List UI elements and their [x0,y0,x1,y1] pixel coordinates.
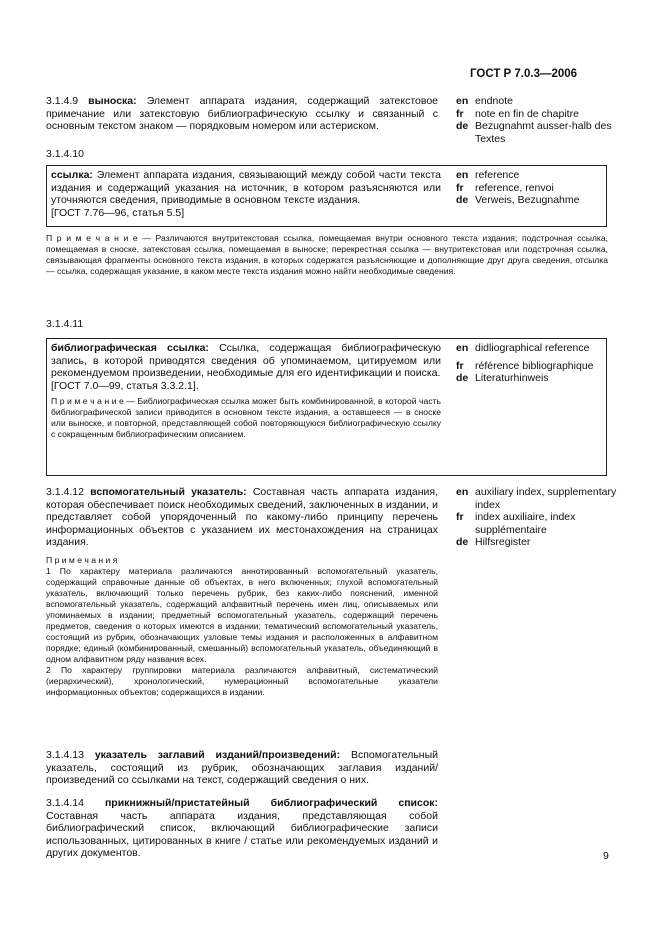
equiv-de: Literaturhinweis [475,372,549,384]
note-1: 1 По характеру материала различаются аннотированный вспомогательный указатель, содержащий справочные данные об объектах, в него включенных; глухой вспомогательный указатель, включающий только перечень рубрик, без каких-либо пояснений, именной вспомогательный указатель, содержащий алфавитный перечень имен лиц, описываемых или упоминаемых в издании; предметный вспомогательный указатель, содержащий перечень предметов, сведения о которых имеются в издании; тематический вспомогательный указатель, состоящий из рубрик, обозначающих узловые темы издания и расположенных в алфавитном порядке; единый (комбинированный, смешанный) вспомогательный указатель, объединяющий в одном алфавитном ряду названия всех. [46,566,438,664]
term: указатель заглавий изданий/произведений: [94,749,341,761]
equiv-de: Hilfsregister [475,536,531,548]
entry-3-1-4-13 [46,749,438,787]
term: выноска: [88,95,137,107]
equiv-en: reference [475,169,520,181]
entry-number: 3.1.4.12 [46,486,84,498]
note-3-1-4-11 [51,396,441,440]
source-ref: [ГОСТ 7.76—96, статья 5.5] [51,206,185,219]
term: вспомогательный указатель: [90,486,247,498]
entry-number-3-1-4-10: 3.1.4.10 [46,148,84,160]
equiv-fr: note en fin de chapitre [475,107,579,120]
term: прикнижный/пристатейный библиографический список: [104,797,439,809]
term: ссылка: [51,169,93,181]
note-label: П р и м е ч а н и е [51,396,124,406]
equiv-de: Bezugnahmt ausser-halb des Textes [475,120,612,145]
term: библиографическая ссылка: [51,342,209,354]
notes-label: П р и м е ч а н и я [46,555,118,565]
equivalents-3-1-4-11: en didliographical reference fr référence bibliographique de Literaturhinweis [456,342,626,385]
entry-3-1-4-9 [46,95,438,133]
note-label: П р и м е ч а н и е [46,233,138,243]
equiv-fr: reference, renvoi [475,181,554,194]
entry-number: 3.1.4.9 [46,95,79,107]
definition: Составная часть аппарата издания, которая обеспечивает поиск необходимых сведений, заключенных в издании, и представляет собой упорядоченный по какому-либо принципу перечень информационных объектов с указанием их местонахождения на страницах издания. [46,486,438,548]
entry-3-1-4-14 [46,797,438,860]
equiv-fr: index auxiliaire, index supplémentaire [475,511,576,536]
definition: Вспомогательный указатель, состоящий из рубрик, обозначающих заглавия изданий/произведений со ссылками на текст, содержащий сведения о них. [46,749,439,786]
note-2: 2 По характеру группировки материала различаются алфавитный, систематический (иерархический), хронологический, нумерационный вспомогательные указатели информационных объектов; содержащихся в издании. [46,665,438,697]
entry-3-1-4-12 [46,486,438,549]
page-header: ГОСТ Р 7.0.3—2006 [470,68,578,80]
equiv-en: endnote [475,95,513,107]
note-3-1-4-10 [46,233,608,277]
definition: Элемент аппарата издания, содержащий затекстовое примечание или затекстовую библиографическую ссылку и связанный с основным текстом знаком — порядковым номером или астериском. [46,95,438,132]
equivalents-3-1-4-9: en endnote fr note en fin de chapitre de Bezugnahmt ausser-halb des Textes [456,95,626,145]
equiv-fr: référence bibliographique [475,359,594,372]
equivalents-3-1-4-10: en reference fr reference, renvoi de Verweis, Bezugnahme [456,169,626,207]
notes-3-1-4-12 [46,555,438,698]
definition: Составная часть аппарата издания, представляющая собой библиографический список, включающий библиографические записи использованных, цитированных в книге / статье или рекомендуемых изданий и других документов. [46,809,438,859]
note-text: — Библиографическая ссылка может быть комбинированной, в которой часть библиографической записи приводится в основном тексте издания, а оставшееся — в сноске или выноске, и повторной, представляющей собой повторяющуюся библиографическую ссылку с сокращенным библиографическим описанием. [51,396,441,439]
page-number: 9 [603,850,609,862]
source-ref: [ГОСТ 7.0—99, статья 3.3.2.1]. [51,379,199,392]
equivalents-3-1-4-12: en auxiliary index, supplementary index fr index auxiliaire, index supplémentaire de Hilfsregister [456,486,626,549]
entry-number: 3.1.4.13 [46,749,84,761]
equiv-en: didliographical reference [475,342,590,354]
equiv-en: auxiliary index, supplementary index [475,486,617,511]
entry-number-3-1-4-11: 3.1.4.11 [46,318,84,330]
note-text: — Различаются внутритекстовая ссылка, помещаемая внутри основного текста издания; подстрочная ссылка, помещаемая в сноске, затекстовая ссылка, помещаемая в выноске; перекрестная ссылка — внутритекстовая или подстрочная ссылка, связывающая фрагменты основного текста издания, в которых содержатся разъясняющие и дополняющие друг друга сведения, отсылка — ссылка, содержащая указание, в каком месте текста издания можно найти необходимые сведения. [46,233,609,276]
entry-number: 3.1.4.14 [46,797,84,809]
definition: Элемент аппарата издания, связывающий между собой части текста издания и содержащий указания на источник, в котором разъясняются или уточняются сведения, приводимые в основном тексте издания. [51,169,441,206]
definition: Ссылка, содержащая библиографическую запись, в которой приводятся сведения об упоминаемом, цитируемом или рекомендуемом произведении, необходимые для его идентификации и поиска. [51,342,441,379]
equiv-de: Verweis, Bezugnahme [475,194,580,206]
